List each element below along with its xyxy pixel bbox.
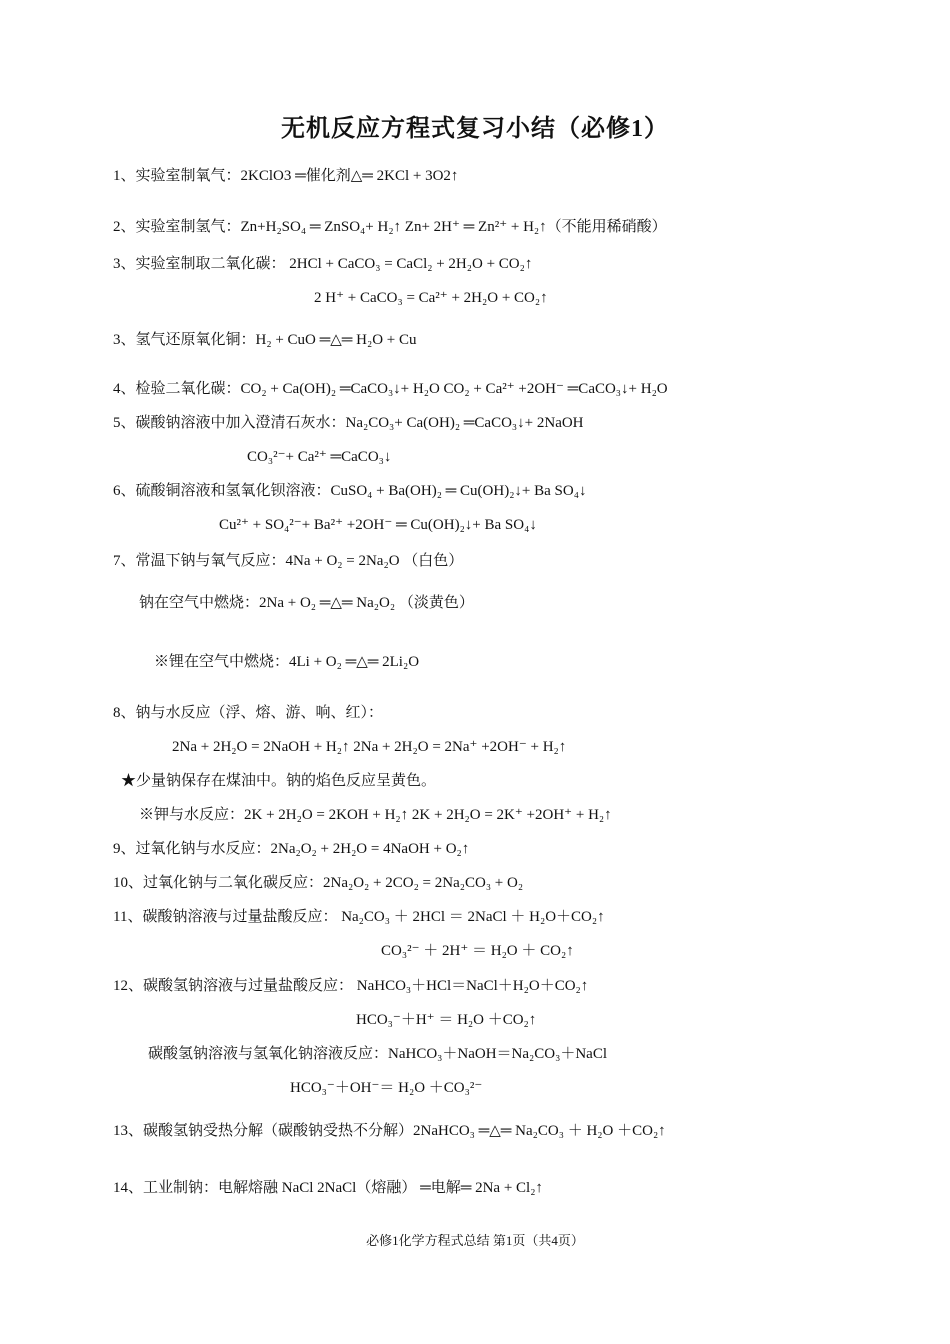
equation-line: HCO₃⁻＋H⁺ ＝ H₂O ＋CO₂↑ <box>356 1012 537 1028</box>
equation-line: CO₃²⁻+ Ca²⁺ ═CaCO₃↓ <box>247 449 392 465</box>
equation-line: 4、检验二氧化碳：CO₂ + Ca(OH)₂ ═CaCO₃↓+ H₂O CO₂ + Ca²⁺ +2OH⁻ ═CaCO₃↓+ H₂O <box>113 381 668 397</box>
equation-line: 12、碳酸氢钠溶液与过量盐酸反应： NaHCO₃＋HCl＝NaCl＋H₂O＋CO₂↑ <box>113 978 589 994</box>
equation-line: 8、钠与水反应（浮、熔、游、响、红）： <box>113 705 384 721</box>
equation-line: 7、常温下钠与氧气反应：4Na + O₂ = 2Na₂O （白色） <box>113 553 464 569</box>
equation-line: 11、碳酸钠溶液与过量盐酸反应： Na₂CO₃ ＋ 2HCl ＝ 2NaCl ＋ H₂O＋CO₂↑ <box>113 909 605 925</box>
equation-line: 5、碳酸钠溶液中加入澄清石灰水：Na₂CO₃+ Ca(OH)₂ ═CaCO₃↓+ 2NaOH <box>113 415 584 431</box>
equation-line: CO₃²⁻ ＋ 2H⁺ ＝ H₂O ＋ CO₂↑ <box>381 943 574 959</box>
equation-line: 9、过氧化钠与水反应：2Na₂O₂ + 2H₂O = 4NaOH + O₂↑ <box>113 841 470 857</box>
equation-line: 2、实验室制氢气：Zn+H₂SO₄ ═ ZnSO₄+ H₂↑ Zn+ 2H⁺ ═ Zn²⁺ + H₂↑（不能用稀硝酸） <box>113 219 667 235</box>
equation-line: 2Na + 2H₂O = 2NaOH + H₂↑ 2Na + 2H₂O = 2Na⁺ +2OH⁻ + H₂↑ <box>172 739 567 755</box>
page-title: 无机反应方程式复习小结（必修1） <box>281 116 669 142</box>
equation-line: ※锂在空气中燃烧：4Li + O₂ ═△═ 2Li₂O <box>154 654 420 670</box>
page-footer: 必修1化学方程式总结 第1页（共4页） <box>366 1233 584 1248</box>
equation-line: HCO₃⁻＋OH⁻＝ H₂O ＋CO₃²⁻ <box>290 1080 483 1096</box>
equation-line: Cu²⁺ + SO₄²⁻+ Ba²⁺ +2OH⁻ ═ Cu(OH)₂↓+ Ba SO₄↓ <box>219 517 537 533</box>
equation-line: 10、过氧化钠与二氧化碳反应：2Na₂O₂ + 2CO₂ = 2Na₂CO₃ + O₂ <box>113 875 524 891</box>
equation-line: 6、硫酸铜溶液和氢氧化钡溶液：CuSO₄ + Ba(OH)₂ ═ Cu(OH)₂↓+ Ba SO₄↓ <box>113 483 587 499</box>
equation-line: ★少量钠保存在煤油中。钠的焰色反应呈黄色。 <box>121 773 437 789</box>
equation-line: 钠在空气中燃烧：2Na + O₂ ═△═ Na₂O₂ （淡黄色） <box>139 595 474 611</box>
equation-line: 14、工业制钠：电解熔融 NaCl 2NaCl（熔融） ═电解═ 2Na + Cl₂↑ <box>113 1180 543 1196</box>
equation-line: 碳酸氢钠溶液与氢氧化钠溶液反应：NaHCO₃＋NaOH＝Na₂CO₃＋NaCl <box>148 1046 607 1062</box>
equation-line: 3、氢气还原氧化铜：H₂ + CuO ═△═ H₂O + Cu <box>113 332 417 348</box>
equation-line: 3、实验室制取二氧化碳： 2HCl + CaCO₃ = CaCl₂ + 2H₂O + CO₂↑ <box>113 256 533 272</box>
equation-line: 13、碳酸氢钠受热分解（碳酸钠受热不分解）2NaHCO₃ ═△═ Na₂CO₃ ＋ H₂O ＋CO₂↑ <box>113 1123 666 1139</box>
equation-line: ※钾与水反应：2K + 2H₂O = 2KOH + H₂↑ 2K + 2H₂O = 2K⁺ +2OH⁺ + H₂↑ <box>139 807 612 823</box>
equation-line: 1、实验室制氧气：2KClO3 ═催化剂△═ 2KCl + 3O2↑ <box>113 168 459 184</box>
equation-line: 2 H⁺ + CaCO₃ = Ca²⁺ + 2H₂O + CO₂↑ <box>314 290 548 306</box>
